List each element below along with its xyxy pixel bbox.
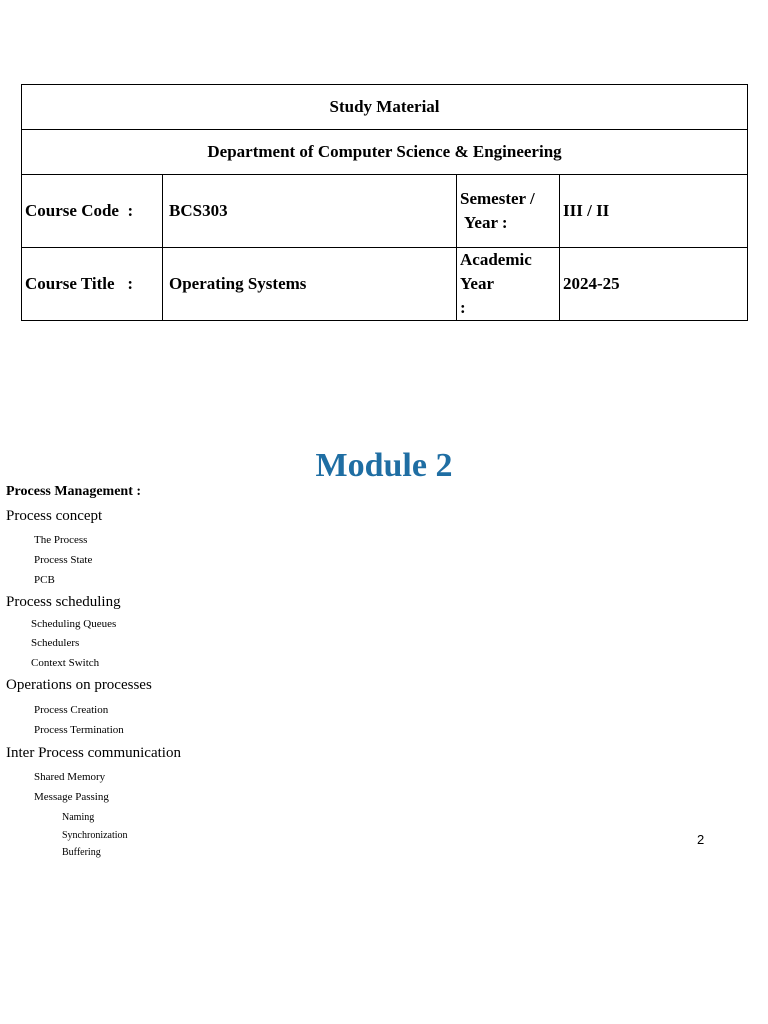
semester-value: III / II: [560, 175, 748, 248]
course-code-label: Course Code: [25, 201, 119, 220]
study-material-title: Study Material: [22, 85, 748, 130]
semester-label-cell: [457, 175, 560, 248]
outline-item-process-concept: Process concept: [6, 508, 103, 524]
outline-subitem-process-termination: Process Termination: [34, 724, 124, 736]
outline-subitem-context-switch: Context Switch: [31, 657, 100, 669]
semester-label-line1: Semester /: [460, 189, 535, 208]
outline-subsubitem-buffering: Buffering: [62, 847, 101, 858]
outline-subitem-pcb: PCB: [34, 574, 55, 586]
outline-subitem-process-state: Process State: [34, 554, 93, 566]
outline-item-ipc: Inter Process communication: [6, 745, 181, 761]
outline-subitem-shared-memory: Shared Memory: [34, 771, 106, 783]
outline-subsubitem-naming: Naming: [62, 812, 95, 823]
outline-item-operations: Operations on processes: [6, 677, 152, 693]
course-title-label-cell: [22, 248, 163, 321]
outline-subitem-schedulers: Schedulers: [31, 637, 80, 649]
academic-label-line2-row: [460, 272, 556, 320]
module-title: Module 2: [315, 447, 453, 484]
course-code-value: BCS303: [163, 175, 457, 248]
department-name: Department of Computer Science & Engineering: [22, 130, 748, 175]
outline-subitem-scheduling-queues: Scheduling Queues: [31, 618, 117, 630]
academic-year-label-cell: [457, 248, 560, 321]
course-info-table: [21, 84, 748, 321]
outline-subsubitem-synchronization: Synchronization: [62, 830, 128, 841]
outline-subitem-process-creation: Process Creation: [34, 704, 109, 716]
academic-label-line1: Academic: [460, 250, 532, 269]
course-title-colon: :: [127, 274, 133, 293]
course-title-value: Operating Systems: [163, 248, 457, 321]
course-code-label-cell: [22, 175, 163, 248]
academic-year-value: 2024-25: [560, 248, 748, 321]
outline-subitem-message-passing: Message Passing: [34, 791, 109, 803]
outline-item-process-scheduling: Process scheduling: [6, 594, 121, 610]
outline-subitem-the-process: The Process: [34, 534, 88, 546]
course-code-colon: :: [127, 201, 134, 220]
page-number: 2: [697, 832, 705, 847]
course-title-label: Course Title: [25, 274, 115, 293]
semester-label-line2: Year :: [464, 213, 508, 232]
academic-colon: :: [460, 298, 466, 317]
academic-label-line2: Year: [460, 274, 494, 293]
outline-heading: Process Management :: [6, 484, 142, 499]
